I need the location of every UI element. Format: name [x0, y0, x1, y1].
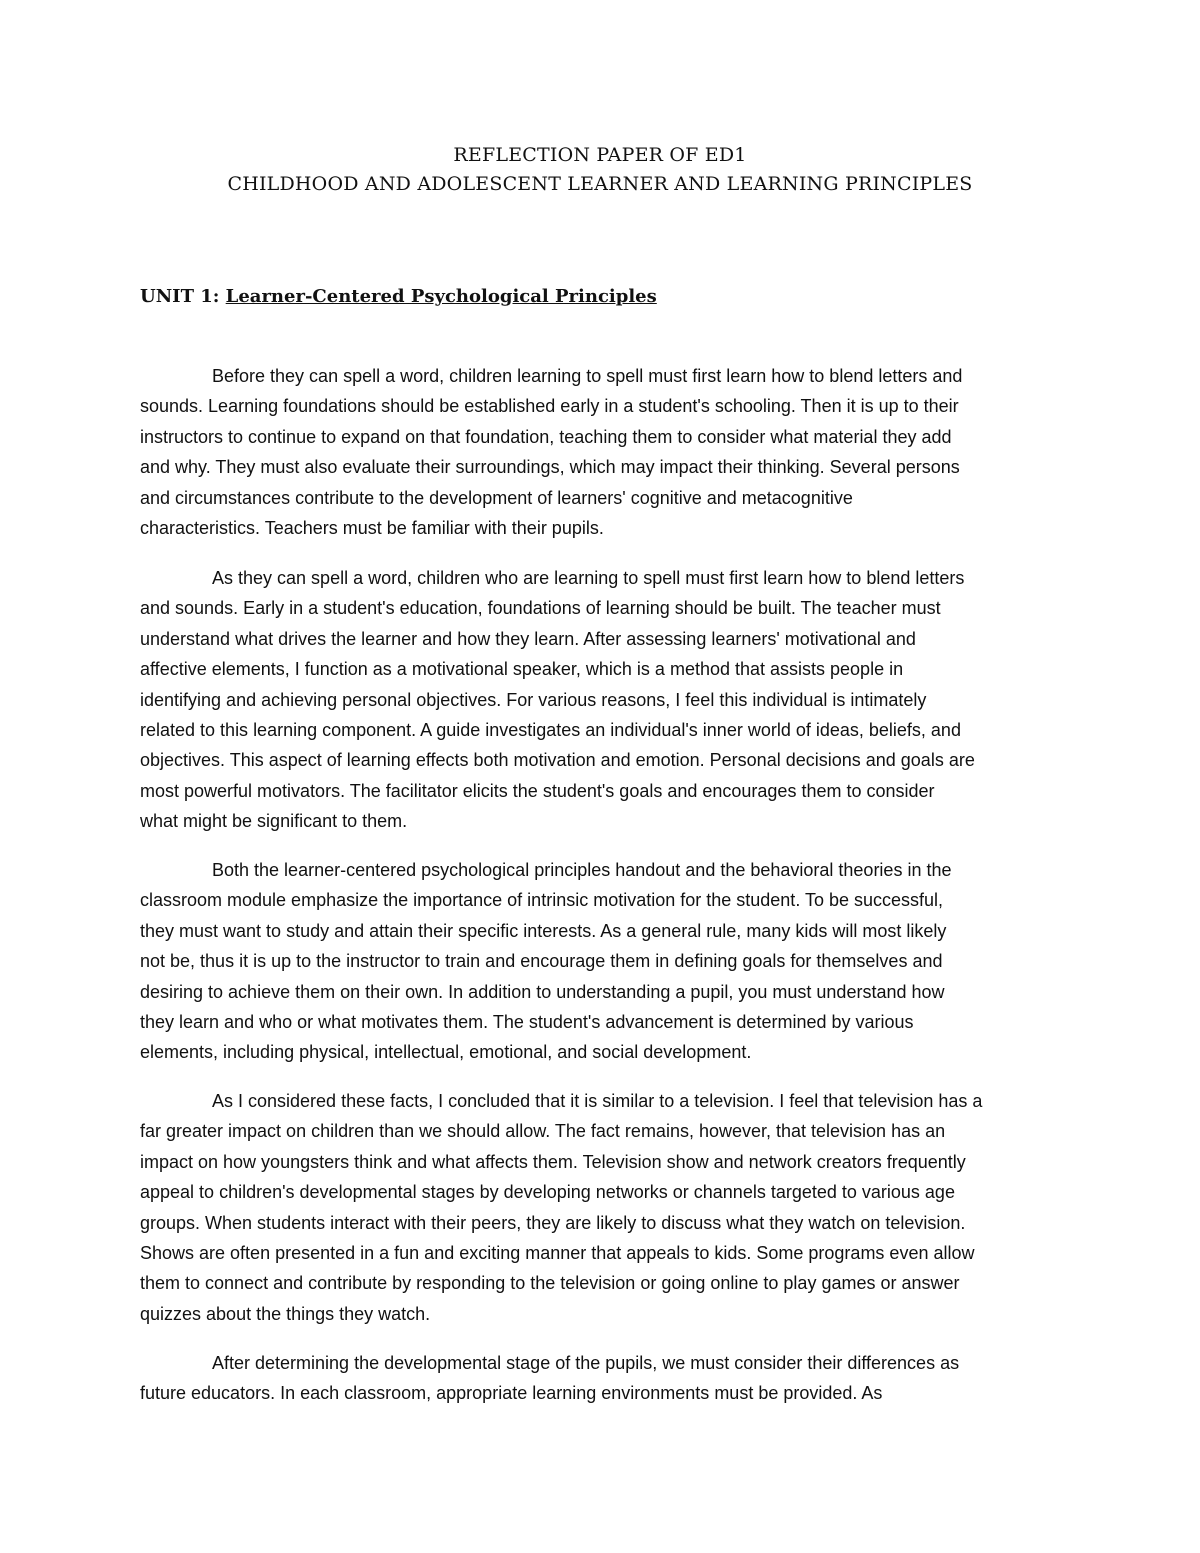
- paragraph-line: far greater impact on children than we should allow. The fact remains, however, that television has an: [140, 1121, 946, 1142]
- paragraph-line: quizzes about the things they watch.: [140, 1303, 431, 1324]
- paragraph-5: [140, 1348, 1060, 1409]
- title-line-1: REFLECTION PAPER OF ED1: [453, 144, 747, 166]
- paragraph-line: and why. They must also evaluate their surroundings, which may impact their thinking. Several persons: [140, 457, 960, 478]
- paragraph-line: they learn and who or what motivates them. The student's advancement is determined by various: [140, 1012, 914, 1033]
- paragraph-line: groups. When students interact with their peers, they are likely to discuss what they watch on television.: [140, 1212, 966, 1233]
- paragraph-line: understand what drives the learner and how they learn. After assessing learners' motivational and: [140, 628, 916, 649]
- paragraph-line: After determining the developmental stage of the pupils, we must consider their differences as: [212, 1353, 960, 1373]
- paragraph-line: desiring to achieve them on their own. In addition to understanding a pupil, you must understand how: [140, 981, 945, 1002]
- paragraph-line: Before they can spell a word, children learning to spell must first learn how to blend letters and: [212, 366, 963, 386]
- paragraph-line: not be, thus it is up to the instructor to train and encourage them in defining goals for themselves and: [140, 951, 943, 972]
- paragraph-line: instructors to continue to expand on that foundation, teaching them to consider what material they add: [140, 426, 952, 447]
- paragraph-line: impact on how youngsters think and what affects them. Television show and network creators frequently: [140, 1151, 966, 1172]
- paragraph-4: [140, 1086, 1060, 1329]
- paragraph-line: characteristics. Teachers must be familiar with their pupils.: [140, 518, 604, 539]
- paragraph-line: As I considered these facts, I concluded that it is similar to a television. I feel that television has a: [212, 1091, 983, 1111]
- paragraph-line: appeal to children's developmental stages by developing networks or channels targeted to various age: [140, 1182, 955, 1203]
- paragraph-line: future educators. In each classroom, appropriate learning environments must be provided. As: [140, 1383, 883, 1404]
- paragraph-line: sounds. Learning foundations should be established early in a student's schooling. Then it is up to their: [140, 396, 959, 417]
- paragraph-line: and sounds. Early in a student's education, foundations of learning should be built. The teacher must: [140, 598, 941, 619]
- paragraph-line: and circumstances contribute to the development of learners' cognitive and metacognitive: [140, 487, 853, 508]
- paragraph-line: most powerful motivators. The facilitator elicits the student's goals and encourages them to consider: [140, 780, 935, 801]
- title-line-2: CHILDHOOD AND ADOLESCENT LEARNER AND LEARNING PRINCIPLES: [227, 173, 973, 195]
- paragraph-line: As they can spell a word, children who are learning to spell must first learn how to blend letters: [212, 568, 965, 588]
- paragraph-line: objectives. This aspect of learning effects both motivation and emotion. Personal decisions and goals are: [140, 750, 975, 771]
- paragraph-line: elements, including physical, intellectual, emotional, and social development.: [140, 1042, 752, 1063]
- unit-label: UNIT 1:: [140, 286, 226, 307]
- paragraph-line: Both the learner-centered psychological principles handout and the behavioral theories in the: [212, 860, 952, 880]
- paragraph-2: [140, 563, 1060, 837]
- document-title: [0, 141, 1200, 199]
- paragraph-3: [140, 855, 1060, 1068]
- paragraph-line: affective elements, I function as a motivational speaker, which is a method that assists people in: [140, 659, 904, 680]
- paragraph-line: related to this learning component. A guide investigates an individual's inner world of ideas, beliefs, and: [140, 720, 961, 741]
- paragraph-line: classroom module emphasize the importance of intrinsic motivation for the student. To be successful,: [140, 890, 944, 911]
- paragraph-line: what might be significant to them.: [140, 811, 408, 832]
- paragraph-line: they must want to study and attain their specific interests. As a general rule, many kids will most likely: [140, 920, 947, 941]
- paragraph-line: identifying and achieving personal objectives. For various reasons, I feel this individual is intimately: [140, 689, 927, 710]
- unit-heading: [140, 282, 657, 312]
- unit-title: Learner-Centered Psychological Principles: [225, 286, 657, 307]
- paragraph-line: Shows are often presented in a fun and exciting manner that appeals to kids. Some programs even allow: [140, 1243, 975, 1264]
- paragraph-1: [140, 361, 1060, 543]
- paragraph-line: them to connect and contribute by responding to the television or going online to play games or answer: [140, 1273, 960, 1294]
